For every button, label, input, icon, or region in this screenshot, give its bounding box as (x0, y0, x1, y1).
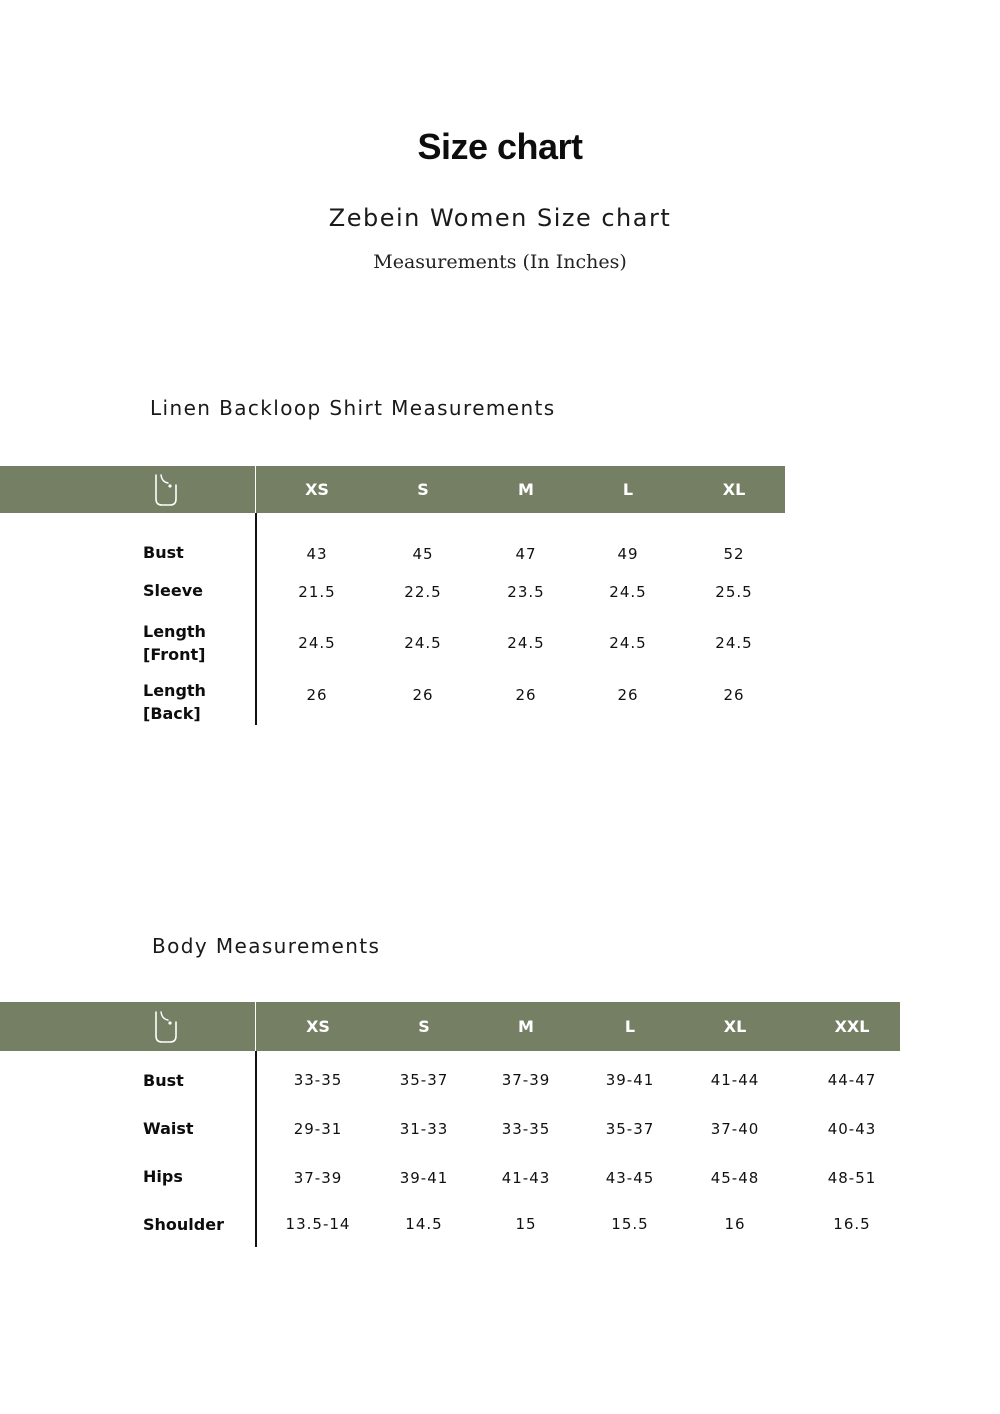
size-header-xs: XS (305, 480, 329, 499)
table-cell: 35-37 (399, 1071, 449, 1089)
header-divider (255, 1002, 256, 1051)
page-title: Size chart (417, 126, 583, 167)
garment-tag-icon (152, 473, 180, 507)
size-header-xl: XL (723, 1017, 747, 1036)
table-cell: 44-47 (827, 1071, 877, 1089)
header-divider (255, 466, 256, 513)
size-header-m: M (518, 480, 534, 499)
garment-tag-icon (152, 1010, 180, 1044)
table-cell: 14.5 (405, 1215, 443, 1233)
body-table-title: Body Measurements (152, 934, 381, 958)
table-cell: 24.5 (609, 634, 647, 652)
row-label: Waist (143, 1119, 194, 1138)
table-cell: 41-43 (501, 1169, 551, 1187)
row-label: Shoulder (143, 1215, 224, 1234)
table-cell: 41-44 (710, 1071, 760, 1089)
units-note: Measurements (In Inches) (373, 251, 627, 273)
table-header-bar (0, 466, 785, 513)
table-cell: 24.5 (404, 634, 442, 652)
table-cell: 35-37 (605, 1120, 655, 1138)
table-cell: 37-39 (501, 1071, 551, 1089)
table-cell: 37-40 (710, 1120, 760, 1138)
row-label: Length [Front] (143, 622, 206, 664)
table-cell: 43 (306, 545, 328, 563)
size-header-s: S (417, 480, 429, 499)
table-cell: 25.5 (715, 583, 753, 601)
table-cell: 22.5 (404, 583, 442, 601)
table-cell: 24.5 (715, 634, 753, 652)
size-header-xl: XL (722, 480, 746, 499)
table-cell: 33-35 (293, 1071, 343, 1089)
row-label: Sleeve (143, 581, 203, 600)
table-cell: 37-39 (293, 1169, 343, 1187)
table-cell: 21.5 (298, 583, 336, 601)
table-cell: 24.5 (609, 583, 647, 601)
size-header-l: L (624, 1017, 636, 1036)
size-header-s: S (418, 1017, 430, 1036)
table-cell: 49 (617, 545, 639, 563)
table-cell: 24.5 (298, 634, 336, 652)
table-cell: 15 (515, 1215, 537, 1233)
table-cell: 31-33 (399, 1120, 449, 1138)
shirt-table-title: Linen Backloop Shirt Measurements (150, 396, 556, 420)
size-header-m: M (518, 1017, 534, 1036)
table-cell: 45 (412, 545, 434, 563)
table-cell: 26 (306, 686, 328, 704)
table-divider-line (255, 513, 257, 725)
page-subtitle: Zebein Women Size chart (328, 204, 672, 232)
table-cell: 26 (617, 686, 639, 704)
table-cell: 47 (515, 545, 537, 563)
row-label: Length [Back] (143, 681, 206, 723)
table-cell: 15.5 (611, 1215, 649, 1233)
table-cell: 40-43 (827, 1120, 877, 1138)
table-cell: 16.5 (833, 1215, 871, 1233)
table-cell: 16 (724, 1215, 746, 1233)
row-label: Bust (143, 1071, 184, 1090)
table-cell: 39-41 (605, 1071, 655, 1089)
table-cell: 13.5-14 (285, 1215, 351, 1233)
table-cell: 26 (515, 686, 537, 704)
table-cell: 26 (723, 686, 745, 704)
size-header-l: L (622, 480, 634, 499)
table-header-bar (0, 1002, 900, 1051)
row-label: Hips (143, 1167, 183, 1186)
table-cell: 52 (723, 545, 745, 563)
table-cell: 43-45 (605, 1169, 655, 1187)
table-cell: 45-48 (710, 1169, 760, 1187)
table-cell: 33-35 (501, 1120, 551, 1138)
table-cell: 24.5 (507, 634, 545, 652)
table-cell: 48-51 (827, 1169, 877, 1187)
table-cell: 39-41 (399, 1169, 449, 1187)
table-divider-line (255, 1051, 257, 1247)
table-cell: 29-31 (293, 1120, 343, 1138)
size-header-xs: XS (306, 1017, 330, 1036)
table-cell: 23.5 (507, 583, 545, 601)
row-label: Bust (143, 543, 184, 562)
table-cell: 26 (412, 686, 434, 704)
size-header-xxl: XXL (834, 1017, 870, 1036)
